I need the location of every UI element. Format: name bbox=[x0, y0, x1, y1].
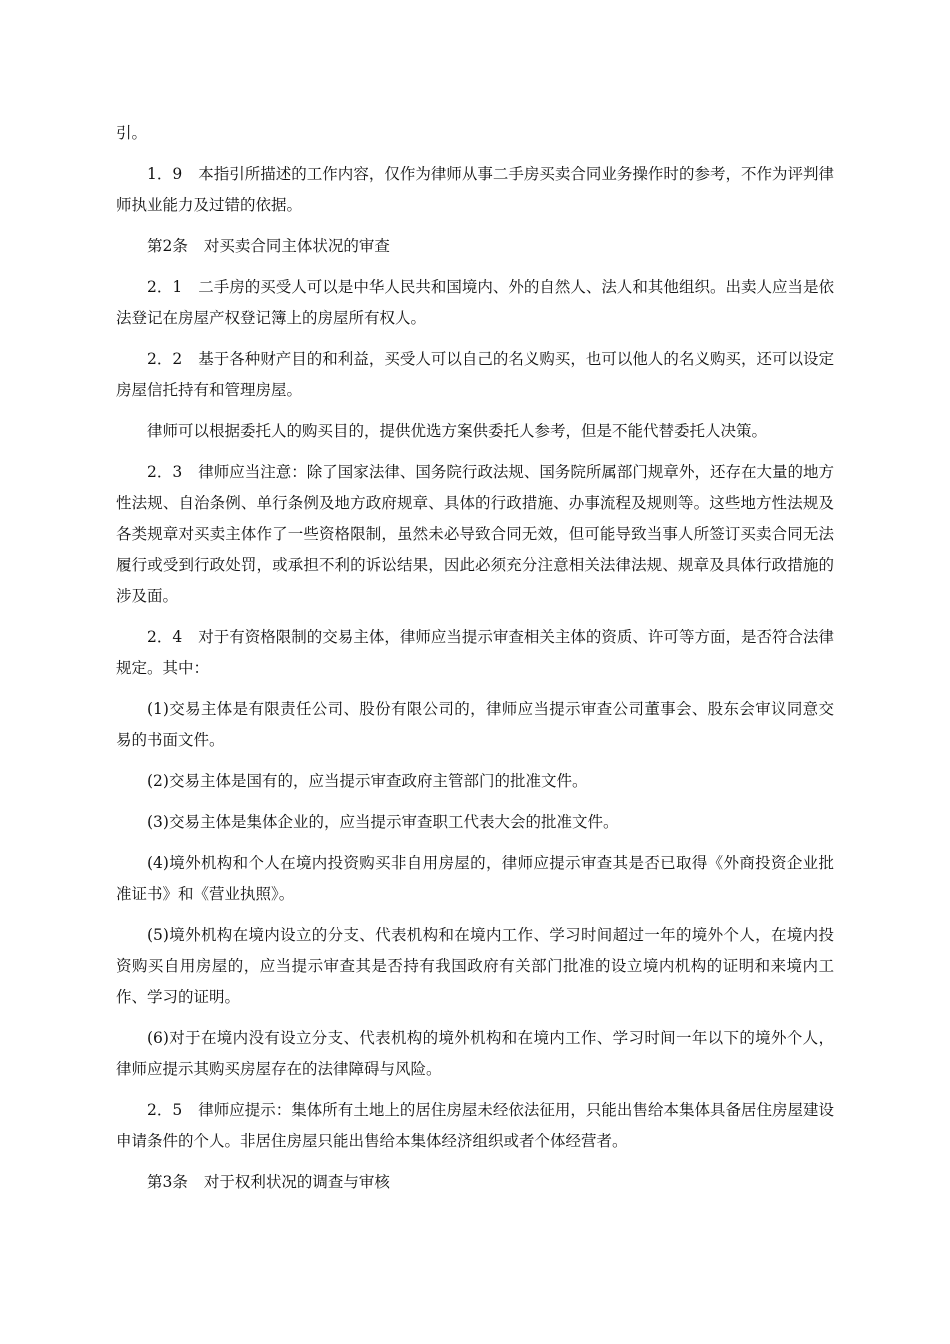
list-item-text: (3)交易主体是集体企业的，应当提示审查职工代表大会的批准文件。 bbox=[147, 813, 619, 831]
list-item-5 bbox=[116, 920, 834, 1013]
article-number: 第2条 bbox=[147, 237, 188, 255]
article-title: 对于权利状况的调查与审核 bbox=[203, 1173, 390, 1191]
document-page bbox=[116, 118, 834, 1208]
paragraph-2-4 bbox=[116, 622, 834, 684]
article-title: 对买卖合同主体状况的审查 bbox=[203, 237, 390, 255]
paragraph-text: 律师可以根据委托人的购买目的，提供优选方案供委托人参考，但是不能代替委托人决策。 bbox=[147, 422, 768, 440]
paragraph-2-1 bbox=[116, 272, 834, 334]
list-item-6 bbox=[116, 1023, 834, 1085]
paragraph-text: 基于各种财产目的和利益，买受人可以自己的名义购买，也可以他人的名义购买，还可以设定房屋信托持有和管理房屋。 bbox=[116, 350, 834, 399]
list-item-text: (2)交易主体是国有的，应当提示审查政府主管部门的批准文件。 bbox=[147, 772, 588, 790]
paragraph-text: 律师应当注意：除了国家法律、国务院行政法规、国务院所属部门规章外，还存在大量的地方性法规、自治条例、单行条例及地方政府规章、具体的行政措施、办事流程及规则等。这些地方性法规及各类规章对买卖主体作了一些资格限制，虽然未必导致合同无效，但可能导致当事人所签订买卖合同无法履行或受到行政处罚，或承担不利的诉讼结果，因此必须充分注意相关法律法规、规章及具体行政措施的涉及面。 bbox=[116, 463, 834, 605]
paragraph-text: 引。 bbox=[116, 124, 148, 142]
continuation-text bbox=[116, 118, 834, 149]
list-item-text: (4)境外机构和个人在境内投资购买非自用房屋的，律师应提示审查其是否已取得《外商投资企业批准证书》和《营业执照》。 bbox=[116, 854, 834, 903]
paragraph-text: 对于有资格限制的交易主体，律师应当提示审查相关主体的资质、许可等方面，是否符合法律规定。其中： bbox=[116, 628, 834, 677]
clause-number: 1．9 bbox=[147, 165, 183, 183]
clause-number: 2．3 bbox=[147, 463, 183, 481]
paragraph-2-5 bbox=[116, 1095, 834, 1157]
list-item-text: (6)对于在境内没有设立分支、代表机构的境外机构和在境内工作、学习时间一年以下的境外个人，律师应提示其购买房屋存在的法律障碍与风险。 bbox=[116, 1029, 834, 1078]
article-number: 第3条 bbox=[147, 1173, 188, 1191]
clause-number: 2．2 bbox=[147, 350, 183, 368]
paragraph-1-9 bbox=[116, 159, 834, 221]
list-item-text: (1)交易主体是有限责任公司、股份有限公司的，律师应当提示审查公司董事会、股东会审议同意交易的书面文件。 bbox=[116, 700, 834, 749]
clause-number: 2．1 bbox=[147, 278, 183, 296]
list-item-2 bbox=[116, 766, 834, 797]
list-item-4 bbox=[116, 848, 834, 910]
paragraph-2-2-note bbox=[116, 416, 834, 447]
article-2-heading bbox=[116, 231, 834, 262]
article-3-heading bbox=[116, 1167, 834, 1198]
list-item-text: (5)境外机构在境内设立的分支、代表机构和在境内工作、学习时间超过一年的境外个人，在境内投资购买自用房屋的，应当提示审查其是否持有我国政府有关部门批准的设立境内机构的证明和来境内工作、学习的证明。 bbox=[116, 926, 834, 1006]
paragraph-text: 律师应提示：集体所有土地上的居住房屋未经依法征用，只能出售给本集体具备居住房屋建设申请条件的个人。非居住房屋只能出售给本集体经济组织或者个体经营者。 bbox=[116, 1101, 834, 1150]
paragraph-2-3 bbox=[116, 457, 834, 612]
paragraph-text: 二手房的买受人可以是中华人民共和国境内、外的自然人、法人和其他组织。出卖人应当是依法登记在房屋产权登记簿上的房屋所有权人。 bbox=[116, 278, 834, 327]
list-item-3 bbox=[116, 807, 834, 838]
paragraph-text: 本指引所描述的工作内容，仅作为律师从事二手房买卖合同业务操作时的参考，不作为评判律师执业能力及过错的依据。 bbox=[116, 165, 834, 214]
list-item-1 bbox=[116, 694, 834, 756]
clause-number: 2．5 bbox=[147, 1101, 183, 1119]
paragraph-2-2 bbox=[116, 344, 834, 406]
clause-number: 2．4 bbox=[147, 628, 183, 646]
